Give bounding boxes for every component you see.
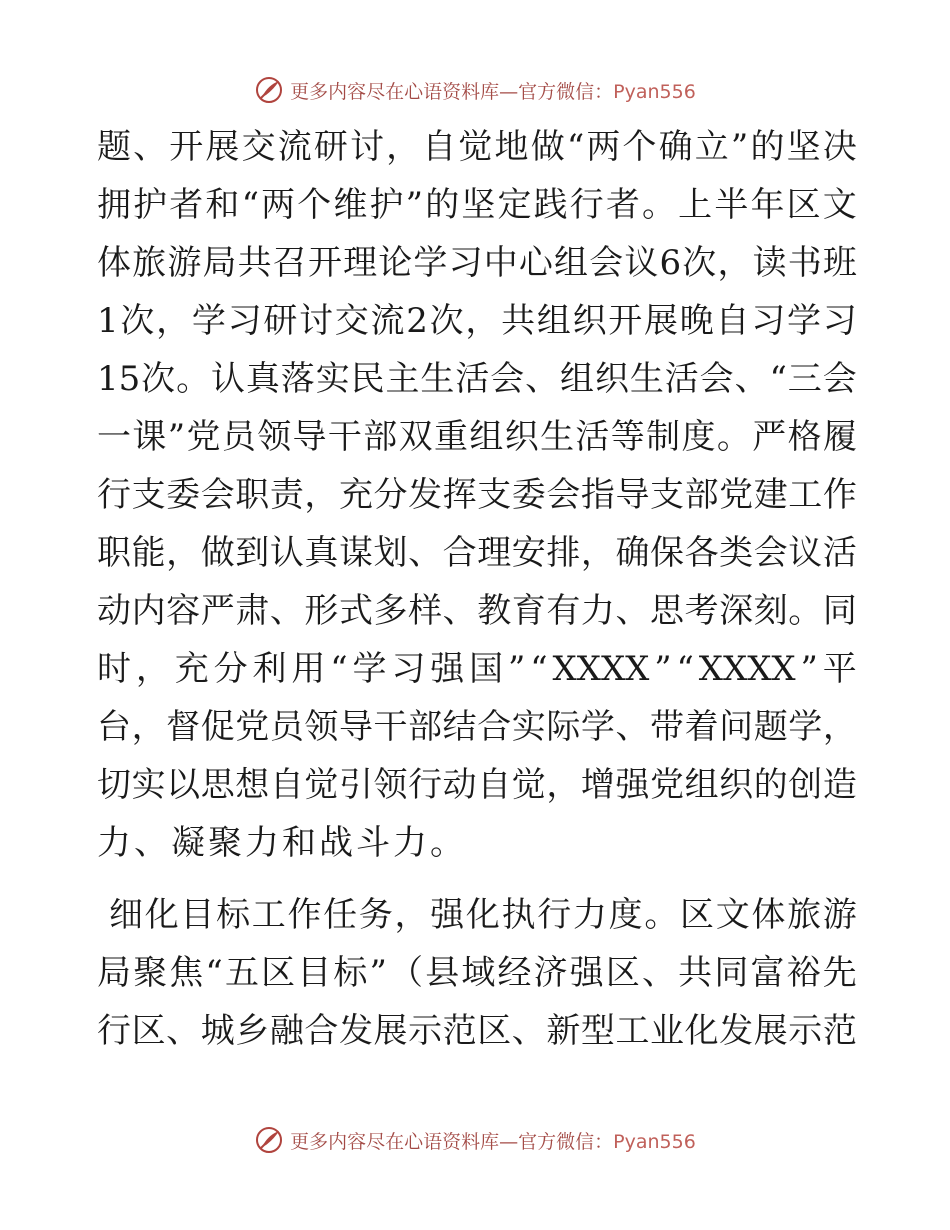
text-line: 时 ， 充 分 利 用 “ 学 习 强 国 ” “ XXXX ” “ XXXX ” 平	[97, 649, 857, 689]
paragraph-1	[97, 118, 857, 872]
text-line: 一 课 ” 党 员 领 导 干 部 双 重 组 织 生 活 等 制 度 。 严 格 履	[97, 417, 857, 457]
text-line: 拥 护 者 和 “ 两 个 维 护 ” 的 坚 定 践 行 者 。 上 半 年 区 文	[97, 185, 857, 225]
header-watermark	[0, 74, 950, 106]
text-line: 职 能 ， 做 到 认 真 谋 划 、 合 理 安 排 ， 确 保 各 类 会 议 活	[97, 533, 857, 573]
footer-watermark	[0, 1124, 950, 1156]
text-line: 力、凝聚力和战斗力。	[97, 823, 467, 863]
watermark-text: 更多内容尽在心语资料库—官方微信：Pyan556	[290, 80, 696, 103]
text-line: 行 区 、 城 乡 融 合 发 展 示 范 区 、 新 型 工 业 化 发 展 示 范	[97, 1011, 857, 1051]
text-line: 细 化 目 标 工 作 任 务 ， 强 化 执 行 力 度 。 区 文 体 旅 游	[109, 895, 857, 935]
watermark-text: 更多内容尽在心语资料库—官方微信：Pyan556	[290, 1130, 696, 1153]
text-line: 局 聚 焦 “ 五 区 目 标 ” （ 县 域 经 济 强 区 、 共 同 富 裕 先	[97, 953, 857, 993]
paragraph-2	[97, 886, 857, 1060]
text-line: 15 次 。 认 真 落 实 民 主 生 活 会 、 组 织 生 活 会 、 “ 三 会	[97, 359, 857, 399]
text-line: 台 ， 督 促 党 员 领 导 干 部 结 合 实 际 学 、 带 着 问 题 学 ，	[97, 707, 857, 747]
text-line: 切 实 以 思 想 自 觉 引 领 行 动 自 觉 ， 增 强 党 组 织 的 创 造	[97, 765, 857, 805]
document-body	[97, 118, 857, 1060]
text-line: 行 支 委 会 职 责 ， 充 分 发 挥 支 委 会 指 导 支 部 党 建 工 作	[97, 475, 857, 515]
text-line: 题 、 开 展 交 流 研 讨 ， 自 觉 地 做 “ 两 个 确 立 ” 的 坚 决	[97, 127, 857, 167]
quill-logo-icon	[254, 75, 284, 105]
text-line: 1 次 ， 学 习 研 讨 交 流 2 次 ， 共 组 织 开 展 晚 自 习 学 习	[97, 301, 857, 341]
text-line: 动 内 容 严 肃 、 形 式 多 样 、 教 育 有 力 、 思 考 深 刻 。 同	[97, 591, 857, 631]
text-line: 体 旅 游 局 共 召 开 理 论 学 习 中 心 组 会 议 6 次 ， 读 书 班	[97, 243, 857, 283]
quill-logo-icon	[254, 1125, 284, 1155]
